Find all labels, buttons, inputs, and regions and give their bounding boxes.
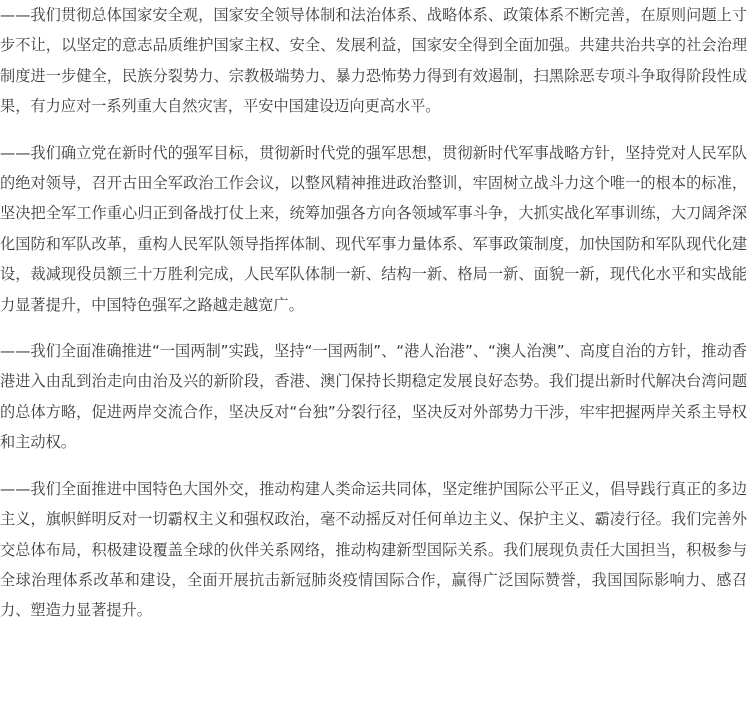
paragraph-diplomacy: ——我们全面推进中国特色大国外交，推动构建人类命运共同体，坚定维护国际公平正义，倡导践行真正的多边主义，旗帜鲜明反对一切霸权主义和强权政治，毫不动摇反对任何单边主义、保护主义、霸凌行径。我们完善外交总体布局，积极建设覆盖全球的伙伴关系网络，推动构建新型国际关系。我们展现负责任大国担当，积极参与全球治理体系改革和建设，全面开展抗击新冠肺炎疫情国际合作，赢得广泛国际赞誉，我国国际影响力、感召力、塑造力显著提升。 [0, 479, 747, 620]
paragraph-national-security: ——我们贯彻总体国家安全观，国家安全领导体制和法治体系、战略体系、政策体系不断完善，在原则问题上寸步不让，以坚定的意志品质维护国家主权、安全、发展利益，国家安全得到全面加强。共建共治共享的社会治理制度进一步健全，民族分裂势力、宗教极端势力、暴力恐怖势力得到有效遏制，扫黑除恶专项斗争取得阶段性成果，有力应对一系列重大自然灾害，平安中国建设迈向更高水平。 [0, 6, 747, 116]
paragraph-one-country-two-systems: ——我们全面准确推进“一国两制”实践，坚持“一国两制”、“港人治港”、“澳人治澳”、高度自治的方针，推动香港进入由乱到治走向由治及兴的新阶段，香港、澳门保持长期稳定发展良好态势。我们提出新时代解决台湾问题的总体方略，促进两岸交流合作，坚决反对“台独”分裂行径，坚决反对外部势力干涉，牢牢把握两岸关系主导权和主动权。 [0, 342, 747, 452]
paragraph-military: ——我们确立党在新时代的强军目标，贯彻新时代党的强军思想，贯彻新时代军事战略方针，坚持党对人民军队的绝对领导，召开古田全军政治工作会议，以整风精神推进政治整训，牢固树立战斗力这个唯一的根本的标准，坚决把全军工作重心归正到备战打仗上来，统筹加强各方向各领域军事斗争，大抓实战化军事训练，大刀阔斧深化国防和军队改革，重构人民军队领导指挥体制、现代军事力量体系、军事政策制度，加快国防和军队现代化建设，裁减现役员额三十万胜利完成，人民军队体制一新、结构一新、格局一新、面貌一新，现代化水平和实战能力显著提升，中国特色强军之路越走越宽广。 [0, 143, 747, 314]
